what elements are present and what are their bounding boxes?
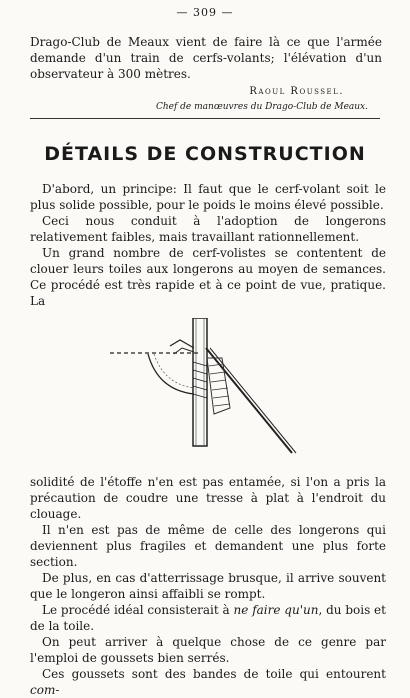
signature-name: Raoul Roussel. [249, 86, 344, 97]
paragraph-ideal [30, 602, 386, 634]
text-run: Le procédé idéal consisterait à [42, 603, 234, 617]
body-text-top [30, 181, 386, 309]
paragraph: D'abord, un principe: Il faut que le cerf-volant soit le plus solide possible, pour le poids le moins élevé possible. [30, 182, 386, 212]
paragraph: Il n'en est pas de même de celle des longerons qui deviennent plus fragiles et demandent une plus forte section. [30, 523, 386, 569]
paragraph-last [30, 666, 386, 698]
section-title: DÉTAILS DE CONSTRUCTION [44, 143, 366, 165]
emphasis-text: ne faire qu'un [233, 603, 319, 617]
section-divider [30, 118, 380, 119]
text-run: , du bois et de la toile. [30, 603, 386, 633]
body-text-bottom [30, 474, 386, 698]
paragraph: Un grand nombre de cerf-volistes se contentent de clouer leurs toiles aux longerons au moyen de semances. Ce procédé est très rapide et à ce point de vue, pratique. La [30, 246, 386, 308]
paragraph: On peut arriver à quelque chose de ce genre par l'emploi de goussets bien serrés. [30, 635, 386, 665]
signature-role: Chef de manœuvres du Drago-Club de Meaux. [155, 102, 368, 112]
kite-joint-illustration [110, 318, 310, 458]
page-number: — 309 — [176, 6, 234, 19]
paragraph: De plus, en cas d'atterrissage brusque, il arrive souvent que le longeron ainsi affaibli se rompt. [30, 571, 386, 601]
paragraph: Ceci nous conduit à l'adoption de longerons relativement faibles, mais travaillant rationnellement. [30, 214, 386, 244]
emphasis-text: com- [30, 683, 60, 697]
text-run: Ces goussets sont des bandes de toile qui entourent [42, 667, 386, 681]
intro-paragraph: Drago-Club de Meaux vient de faire là ce que l'armée demande d'un train de cerfs-volants; l'élévation d'un observateur à 300 mètres. [30, 35, 382, 81]
paragraph: solidité de l'étoffe n'en est pas entamée, si l'on a pris la précaution de coudre une tresse à plat à l'endroit du clouage. [30, 475, 386, 521]
